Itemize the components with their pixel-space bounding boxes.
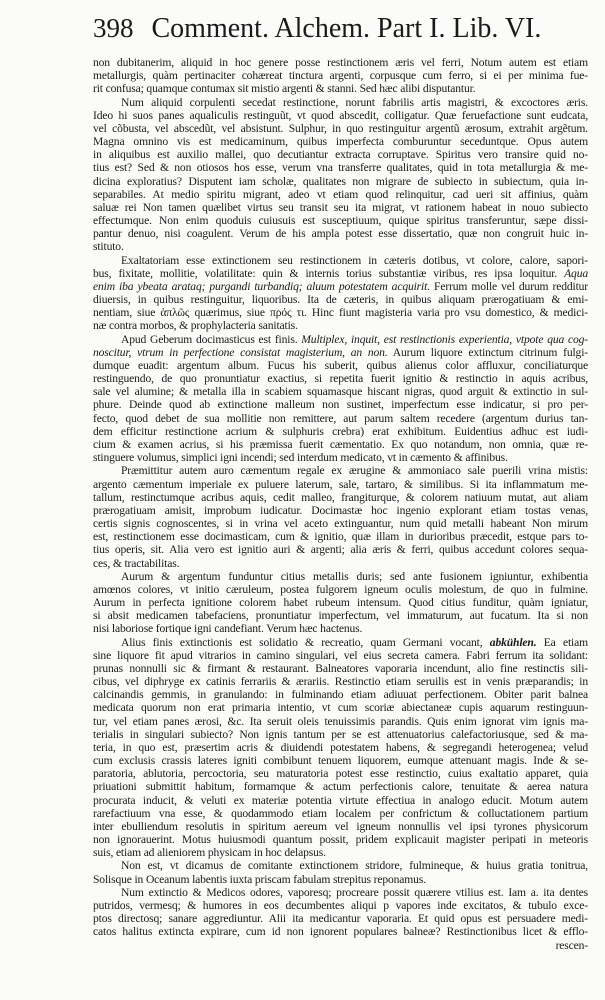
text-line (93, 372, 588, 385)
text-segment: calcinandis gemmis, in granulando: in fulminando etiam adiuuat perfectionem. Obiter parit balnea (93, 688, 588, 702)
text-line (93, 254, 588, 267)
text-segment: Ideo hi suos panes aqualiculis restinguũt, vt quod abscedit, colligatur. Quæ feruefactione sunt eudcata, (93, 108, 588, 122)
text-line (93, 636, 588, 649)
text-segment: suis, etiam ad alieniorem physicam in hoc delapsus. (93, 846, 326, 860)
italic-text: noscitur, vtrum in perfectione consistat magisterium, an non. (93, 345, 388, 359)
text-segment: vel cõbusta, vel abscedũt, vel absistunt. Sulphur, in quo restinguitur argentũ ærosum, extrahit argẽtum. (93, 121, 588, 135)
text-segment: sine liquore fit apud vitrarios in camino singulari, vel eius secreta camera. Fabri ferrum ita solidant: (93, 648, 588, 662)
text-line (93, 570, 588, 583)
text-segment: putridos, vermesq; & humores in eos decumbentes aliqui p vapores inde excitatos, & tubulo exce- (93, 899, 588, 912)
text-line (93, 622, 588, 635)
text-line (93, 109, 588, 122)
text-segment: rarefactiuum vna esse, & quodammodo etiam localem per confrictum & colluctationem partium (93, 806, 588, 820)
text-segment: in aliquibus est auxilio mallei, quo decutiantur extracta corruptave. Spiritus vero transire quid no- (93, 148, 588, 162)
text-line (93, 912, 588, 925)
text-line (93, 201, 588, 214)
text-segment: fecto, quod debet de sua mollitie non remittere, aut parum saltem recedere (argentum durius tan- (93, 411, 588, 425)
text-segment: certis signis cognoscentes, si in vrina vel aceto extinguantur, num quid metalli habeant Non mirum (93, 517, 588, 531)
text-segment: Magna omnino vis est medicaminum, quibus imperfecta comburuntur seceduntque. Opus autem (93, 135, 588, 149)
text-line (93, 886, 588, 899)
text-line (93, 754, 588, 767)
text-line (93, 675, 588, 688)
text-line (93, 899, 588, 912)
running-title: Comment. Alchem. Part I. Lib. VI. (151, 13, 542, 44)
text-line (93, 688, 588, 701)
text-segment: paratoria, ablutoria, percoctoria, seu maturatoria potest esse restinctio, cuius exaltatio apparet, quia (93, 767, 588, 781)
text-segment: nisi laboriose fortique igni candefiant. Verum hæc hactenus. (93, 622, 363, 636)
text-segment: Alius finis extinctionis est solidatio & recreatio, quam Germani vocant, (121, 635, 490, 649)
text-line (93, 267, 588, 280)
text-segment: prunas nonnulli sic & firmant & restaurant. Balneatores vaporaria incendunt, alio fine restinctis sili- (93, 661, 588, 675)
text-line (93, 438, 588, 451)
text-segment: cibus, vel diphryge ex catinis ferrariis & ærariis. Restinctio etiam seruilis est in venis præparandis; in (93, 675, 588, 689)
text-line (93, 280, 588, 293)
text-line (93, 135, 588, 148)
text-line (93, 227, 588, 240)
text-segment: næ contra morbos, & prophylacteria sanitatis. (93, 319, 298, 333)
text-line (93, 649, 588, 662)
text-line (93, 398, 588, 411)
text-segment: tius operis, sit. Alia vero est ignitio auri & argenti; alia æris & ferri, quibus accedunt colores sequa- (93, 543, 588, 557)
text-line (93, 939, 588, 952)
text-line (93, 859, 588, 872)
text-line (93, 56, 588, 69)
text-line (93, 701, 588, 714)
text-segment: Apud Geberum docimasticus est finis. (121, 332, 302, 346)
text-line (93, 412, 588, 425)
text-segment: restinguendo, de quo pronuntiatur exactius, si repetita fuerit ignitio & restinctio in aquis acribus, (93, 372, 588, 386)
text-line (93, 767, 588, 780)
text-segment: Exaltatoriam esse extinctionem seu restinctionem in cæteris dotibus, vt colore, calore, sapori- (121, 253, 588, 267)
text-line (93, 609, 588, 622)
text-segment: sale vel alumine; & metalla illa in scabiem squamasque hiscant nigras, quod arguit & extinctio in sul- (93, 385, 588, 399)
text-segment: amœnos colores, vt initio cæruleum, postea fulgorem igneum oculis molestum, de quo in fulmine. (93, 582, 588, 596)
text-line (93, 82, 588, 95)
text-segment: pantur denuo, nisi coagulent. Verum de his ampla potest esse dissertatio, quæ non congruit huic in- (93, 227, 588, 241)
text-line (93, 319, 588, 332)
text-line (93, 715, 588, 728)
text-segment: inter ebulliendum resolutis in spiritum aereum vel igneum nonnullis vel ipsi tyrones physicorum (93, 819, 588, 833)
text-line (93, 596, 588, 609)
text-segment: phure. Deinde quod ab extinctione malleum non sustinet, imperfectum esse indicatur, si pro per- (93, 398, 588, 412)
text-line (93, 491, 588, 504)
text-segment: diuersis, in quibus restinguitur, liquoribus. Ita de cæteris, in quibus aliquam prærogatiuam & emi- (93, 293, 588, 307)
text-segment: si absit medicamen tabefaciens, pronuntiatur imperfectum, vel immaturum, aut fucatum. Ita si non (93, 609, 588, 623)
text-line (93, 741, 588, 754)
text-line (93, 451, 588, 464)
italic-text: Multiplex, inquit, est restinctionis experientia, vtpote qua cog- (301, 332, 588, 346)
text-line (93, 517, 588, 530)
text-line (93, 820, 588, 833)
text-line (93, 557, 588, 570)
text-line (93, 504, 588, 517)
italic-text: Aqua (564, 266, 588, 280)
text-line (93, 122, 588, 135)
text-segment: Aurum in perfecta ignitione colorem habet rubeum intensum. Quod citius funditur, quàm igniatur, (93, 596, 588, 610)
text-segment: effectumque. Non enim quoduis cuiusuis est susceptiuum, quique spiritus transferuntur, sæpe dissi- (93, 214, 588, 228)
text-line (93, 161, 588, 174)
text-line (93, 662, 588, 675)
text-line (93, 214, 588, 227)
text-segment: Non est, vt dicamus de comitante extinctionem stridore, fulmineque, & huius gratia tonitrua, (121, 859, 588, 873)
text-segment: Num extinctio & Medicos odores, vaporesq; procreare possit quærere vtilius est. Iam a. ita dentes (121, 885, 588, 899)
text-segment: Num aliquid corpulenti secedat restinctione, norunt fabrilis artis magistri, & excoctores æris. (121, 95, 588, 109)
text-line (93, 346, 588, 359)
text-segment: Solisque in Oceanum labentis iuxta priscam fabulam strepitus reponamus. (93, 872, 426, 886)
text-line (93, 833, 588, 846)
text-segment: metallurgis, quàm pertinaciter cohæreat tinctura argenti, corpusque cum ferro, si ei per minima fue- (93, 69, 588, 83)
text-line (93, 780, 588, 793)
text-segment: cum exclusis crassis lateres igniti combibunt tenuem liquorem, eumque attenuant magis. Inde & se- (93, 754, 588, 768)
text-segment: saluæ rei Non tamen quælibet virtus seu transit seu ita migrat, vt rationem habeat in nouo subiecto (93, 200, 588, 214)
text-line (93, 925, 588, 938)
text-line (93, 846, 588, 859)
text-segment: tius est? Sed & non otiosos hos esse, verum vna transferre qualitates, quid in tota metallurgia & me- (93, 161, 588, 175)
text-line (93, 728, 588, 741)
text-segment: catos halitus extincta expirare, cum id non ignorent populares balneæ? Restinctionibus licet & efflo- (93, 925, 588, 939)
text-line (93, 464, 588, 477)
text-line (93, 69, 588, 82)
text-line (93, 148, 588, 161)
text-segment: prærogatiuam amisit, improbum iudicatur. Docimastæ hoc ingenio explorant etiam tostas venas, (93, 503, 588, 517)
text-segment: ptos directosq; sanare aggrediuntur. Alii ita medicantur vaporaria. Et quid opus est persuadere medi- (93, 912, 588, 926)
text-line (93, 583, 588, 596)
italic-text: enim iba ybeata arataq; purgandi turbandiq; aluum potestatem acquirit. (93, 279, 430, 293)
text-line (93, 530, 588, 543)
text-segment: Præmittitur autem auro cæmentum regale ex ærugine & ammoniaco sale puerili vrina mistis: (121, 464, 588, 478)
text-segment: Ferrum molle vel durum redditur (429, 279, 588, 293)
text-segment: tur, vel etiam panes ærosi, &c. Ita seruit oleis tenuissimis parandis. Quis enim ignorat vim ignis ma- (93, 714, 588, 728)
page-number: 398 (93, 13, 134, 43)
text-line (93, 794, 588, 807)
text-line (93, 240, 588, 253)
text-segment: teria, in quo est, præsertim acris & diuidendi potestatem habens, & segregandi heterogenea; velud (93, 740, 588, 754)
text-line (93, 96, 588, 109)
text-line (93, 359, 588, 372)
text-segment: terialis in singulari subiecto? Non ignis tantum per se est attenuatorius calefactoriusque, sed & ma- (93, 727, 588, 741)
text-line (93, 306, 588, 319)
text-line (93, 543, 588, 556)
text-segment: dem efficitur restinctione acrium & sulphuris crebra) erat exhibitum. Euidentius adhuc est iudi- (93, 424, 588, 438)
text-line (93, 425, 588, 438)
text-segment: cium & examen acrius, si his præmissa fuerit cæmentatio. Ex quo notandum, non omnia, quæ re- (93, 437, 588, 451)
text-line (93, 175, 588, 188)
text-segment: dicina exploratius? Disputent iam scholæ, qualitates non migrare de subiecto in subiectum, quia in- (93, 174, 588, 188)
text-line (93, 293, 588, 306)
page-body-text (93, 56, 588, 952)
text-line (93, 188, 588, 201)
text-line (93, 385, 588, 398)
text-segment: stinguere volumus, simplici igni incendi; sed interdum medicato, vt in cæmento & affinibus. (93, 451, 508, 465)
text-line (93, 478, 588, 491)
text-segment: non dubitanerim, aliquid in hoc genere posse restinctionem æris vel ferri, Notum autem est etiam (93, 56, 588, 69)
text-segment: separabiles. At medio spiritu migrant, adeo vt etiam quod relinquitur, cad ueri sit affinius, quàm (93, 187, 588, 201)
text-segment: Ea etiam (536, 635, 588, 649)
text-segment: tallum, restinctumque acribus aquis, cedit malleo, frangiturque, & colorem natiuum mutat, aut aliam (93, 490, 588, 504)
text-segment: nentiam, siue ἁπλῶς quærimus, siue πρός τι. Hinc fiunt magisteria varia pro vsu domestico, & medici- (93, 306, 588, 320)
text-line (93, 333, 588, 346)
text-segment: stituto. (93, 240, 124, 254)
text-segment: procurata inducit, & veluti ex materiæ potentia virtute effectiua in analogo educit. Motum autem (93, 793, 588, 807)
text-segment: argento cæmentum imperiale ex puluere laterum, sale, tartaro, & similibus. Si ita inflammatum me- (93, 477, 588, 491)
text-segment: rescen- (555, 938, 588, 952)
text-segment: priuationi submittit habitum, formamque & actum perfectionis calore, tenuitate & aerea natura (93, 780, 588, 794)
text-segment: non ignorauerint. Motus huiusmodi quantum possit, pridem explicauit magister peripati in meteoris (93, 833, 588, 847)
text-segment: medicata quorum non erat primaria intentio, vt cum scoriæ abiectaneæ cupis aquarum restinguun- (93, 701, 588, 715)
text-segment: bus, fixitate, mollitie, volatilitate: quin & internis torius substantiæ viribus, res ipsa loquitur. (93, 266, 565, 280)
text-segment: est, restinctionem esse docimasticam, cum & ignitio, quæ illam in durioribus præcedit, estque pars to- (93, 530, 588, 544)
text-line (93, 807, 588, 820)
text-segment: ces, & tractabilitas. (93, 556, 180, 570)
running-header (93, 10, 593, 50)
text-segment: abkühlen. (489, 635, 537, 649)
text-segment: Aurum & argentum funduntur citius metallis duris; sed ante fusionem igniuntur, exhibentia (121, 569, 588, 583)
text-line (93, 873, 588, 886)
text-segment: rit confusa; quamque contumax sit mistio argenti & stanni. Sed hæc alibi disputantur. (93, 82, 476, 96)
text-segment: dumque euadit: argentum album. Fucus his suberit, quibus alienus color affluxur, conciliaturque (93, 358, 588, 372)
text-segment: Aurum liquore extinctum citrinum fulgi- (387, 345, 588, 359)
